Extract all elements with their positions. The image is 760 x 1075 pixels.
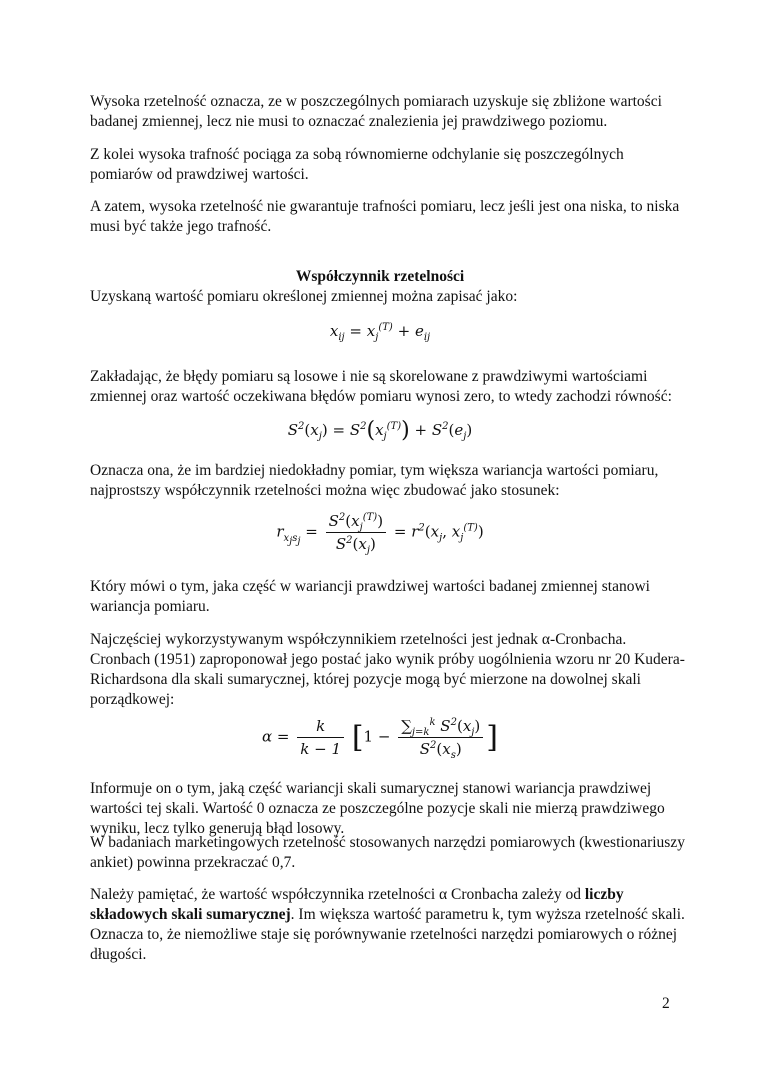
equation-cronbach-alpha: α = $\frac{k}{k - 1}$ [1 − $\frac{\sum_{j=k}^k S^2(x_j)}{S^2(x_s)}$ ] — [262, 717, 498, 761]
paragraph-cronbach: Najczęściej wykorzystywanym współczynnikiem rzetelności jest jednak α-Cronbacha. Cronbach (1951) zaproponował jego postać jako wynik próby uogólnienia wzoru nr 20 Kudera-Richardsona dla skali sumarycznej, której pozycje mogą być mierzone na dowolnej skali porządkowej: — [90, 631, 685, 708]
alpha-dependency-text-end: . Im większa wartość parametru k, tym wyższa rzetelność skali. Oznacza to, że niemożliwe staje się porównywanie rzetelności narzędzi pomiarowych o różnej długości. — [90, 906, 685, 963]
page-number: 2 — [662, 995, 670, 1012]
alpha-dependency-bold: liczby składowych skali sumarycznej — [90, 886, 624, 923]
paragraph-alpha-dependency — [90, 885, 690, 965]
paragraph-alpha-meaning: Informuje on o tym, jaką część wariancji skali sumarycznej stanowi wariancja prawdziwej wartości tej skali. Wartość 0 oznacza ze poszczególne pozycje skali nie mierzą prawdziwego wyniku, lecz tylko generują błąd losowy. — [90, 780, 665, 837]
paragraph-assumptions: Zakładając, że błędy pomiaru są losowe i nie są skorelowane z prawdziwymi wartościami zmiennej oraz wartość oczekiwana błędów pomiaru wynosi zero, to wtedy zachodzi równość: — [90, 368, 672, 405]
section-heading: Współczynnik rzetelności — [295, 268, 465, 285]
paragraph-measurement-value: Uzyskaną wartość pomiaru określonej zmiennej można zapisać jako: — [90, 288, 518, 305]
alpha-variance-fraction: $\frac{\sum_{j=k}^k S^2(x_j)}{S^2(x_s)}$ — [398, 717, 483, 758]
paragraph-ratio-meaning: Który mówi o tym, jaka część w wariancji prawdziwej wartości badanej zmiennej stanowi wariancja pomiaru. — [90, 578, 650, 615]
alpha-k-fraction: $\frac{k}{k - 1}$ — [297, 717, 344, 758]
equation-measurement: $x_{ij} = x_j^{(T)} + e_{ij}$ — [329, 322, 431, 343]
alpha-dependency-text-start: Należy pamiętać, że wartość współczynnika rzetelności α Cronbacha zależy od — [90, 886, 585, 903]
paragraph-conclusion: A zatem, wysoka rzetelność nie gwarantuje trafności pomiaru, lecz jeśli jest ona niska, to niska musi być także jego trafność. — [90, 198, 680, 235]
paragraph-validity-definition: Z kolei wysoka trafność pociąga za sobą równomierne odchylanie się poszczególnych pomiarów od prawdziwej wartości. — [90, 146, 624, 183]
equation-variance: $S^2(x_j) = S^2(x_j^{(T)}) + S^2(e_j)$ — [287, 418, 473, 443]
paragraph-ratio-intro: Oznacza ona, że im bardziej niedokładny pomiar, tym większa wariancja wartości pomiaru, najprostszy współczynnik rzetelności można więc zbudować jako stosunek: — [90, 462, 659, 499]
paragraph-reliability-definition: Wysoka rzetelność oznacza, ze w poszczególnych pomiarach uzyskuje się zbliżone wartości badanej zmiennej, lecz nie musi to oznaczać znalezienia jej prawdziwego poziomu. — [90, 93, 662, 130]
equation-reliability-ratio: $r_{x_js_j}$ = $\frac{S^2(x_j^{(T)})}{S^2(x_j)}$ = $r^2(x_j$, $x_j^{(T)}$) — [276, 512, 484, 556]
ratio-fraction: $\frac{S^2(x_j^{(T)})}{S^2(x_j)}$ — [326, 512, 386, 553]
paragraph-marketing-threshold: W badaniach marketingowych rzetelność stosowanych narzędzi pomiarowych (kwestionariuszy ankiet) powinna przekraczać 0,7. — [90, 834, 685, 871]
